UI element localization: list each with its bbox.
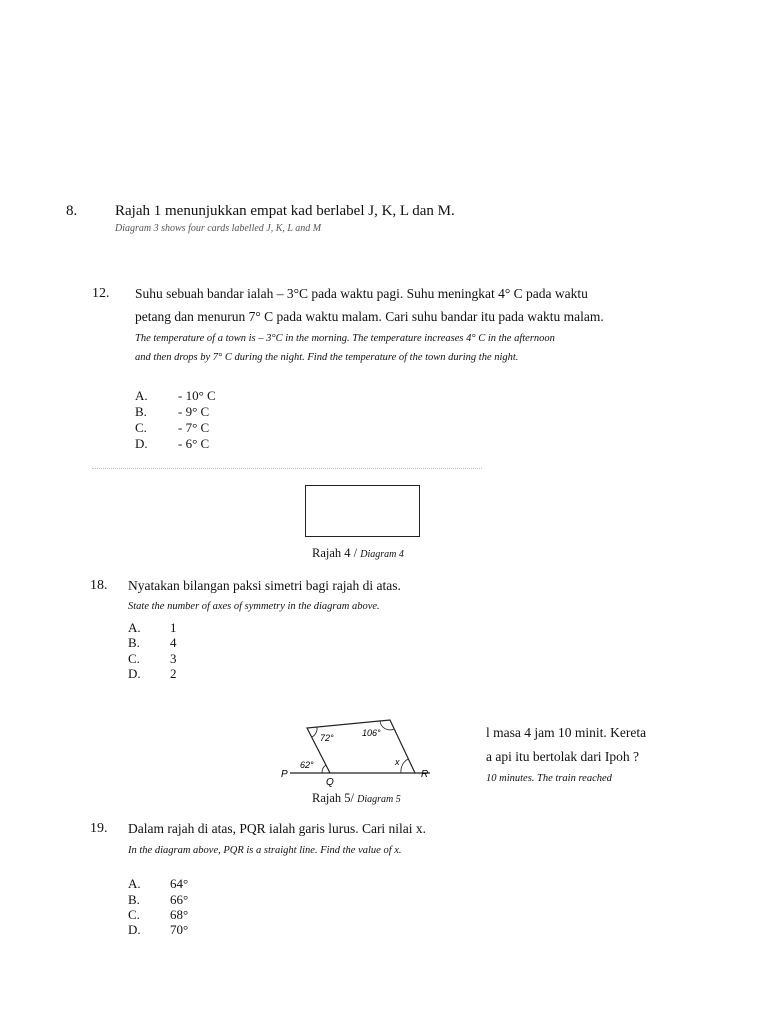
q18-option-b-letter: B. [128,635,140,650]
q19-english: In the diagram above, PQR is a straight line. Find the value of x. [128,845,402,856]
q19-option-c-letter: C. [128,907,140,922]
q18-text: Nyatakan bilangan paksi simetri bagi rajah di atas. [128,578,401,593]
q18-option-a-letter: A. [128,620,141,635]
q18-option-b-value: 4 [170,635,177,650]
q12-english-2: and then drops by 7° C during the night. Find the temperature of the town during the night. [135,352,519,363]
side-text-line2: a api itu bertolak dari Ipoh ? [486,749,639,764]
label-106: 106° [362,728,381,738]
q12-english-1: The temperature of a town is – 3°C in the morning. The temperature increases 4° C in the afternoon [135,333,555,344]
q19-option-d-letter: D. [128,922,141,937]
q18-option-c-letter: C. [128,651,140,666]
q19-option-c-value: 68° [170,907,189,922]
q12-number: 12. [92,286,110,301]
q12-option-d-value: - 6° C [178,436,210,451]
q12-option-a-letter: A. [135,388,148,403]
q19-number: 19. [90,821,108,836]
angle-arc-x [401,759,408,773]
label-r: R [421,769,429,780]
q12-option-d-letter: D. [135,436,148,451]
q12-option-b-letter: B. [135,404,147,419]
rectangle-diagram [305,485,420,537]
q18-option-d-letter: D. [128,666,141,681]
q8-number: 8. [66,203,78,219]
q18-option-a-value: 1 [170,620,177,635]
q8-cut-text: Diagram 3 shows four cards labelled J, K, L and M [115,223,322,234]
label-q: Q [326,777,334,788]
q18-option-d-value: 2 [170,666,177,681]
angle-arc-72 [312,727,317,737]
q19-option-b-letter: B. [128,892,140,907]
label-62: 62° [300,760,314,770]
label-p: P [281,769,288,780]
q12-option-c-letter: C. [135,420,147,435]
q19-option-a-value: 64° [170,876,189,891]
label-x: x [395,757,400,767]
q8-text: Rajah 1 menunjukkan empat kad berlabel J, K, L dan M. [115,203,455,219]
section-divider [92,468,482,469]
diagram4-caption: Rajah 4 / Diagram 4 [312,546,404,560]
quadrilateral-diagram [270,705,440,790]
angle-arc-62 [322,765,326,773]
q12-line2: petang dan menurun 7° C pada waktu malam. Cari suhu bandar itu pada waktu malam. [135,309,604,324]
side-text-line1: l masa 4 jam 10 minit. Kereta [486,725,647,740]
q12-option-b-value: - 9° C [178,404,210,419]
q18-number: 18. [90,578,108,593]
q19-option-a-letter: A. [128,876,141,891]
q19-option-d-value: 70° [170,922,189,937]
side-text-line3: 10 minutes. The train reached [486,773,612,784]
q12-option-a-value: - 10° C [178,388,216,403]
q19-text: Dalam rajah di atas, PQR ialah garis lurus. Cari nilai x. [128,821,427,836]
q12-line1: Suhu sebuah bandar ialah – 3°C pada waktu pagi. Suhu meningkat 4° C pada waktu [135,286,588,301]
q12-option-c-value: - 7° C [178,420,210,435]
q18-option-c-value: 3 [170,651,177,666]
q19-option-b-value: 66° [170,892,189,907]
q18-english: State the number of axes of symmetry in the diagram above. [128,601,380,612]
label-72: 72° [320,733,334,743]
diagram5-caption: Rajah 5/ Diagram 5 [312,791,401,805]
